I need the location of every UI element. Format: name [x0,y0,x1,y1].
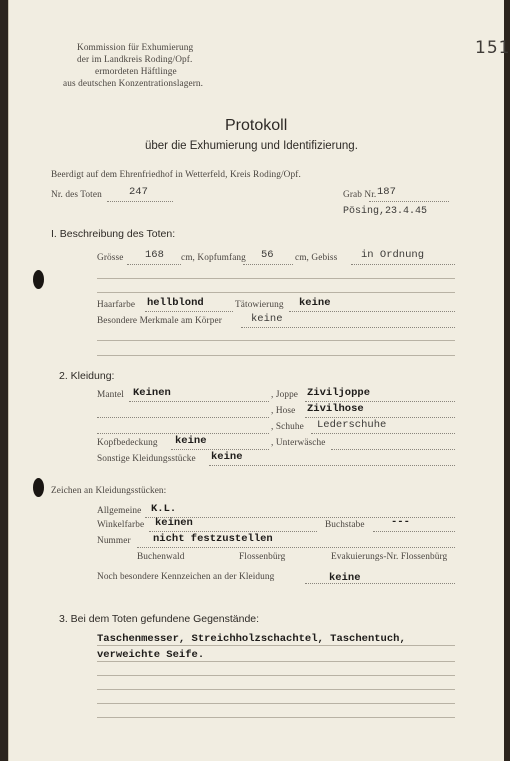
further-marks-value: keine [329,572,361,584]
number-label: Nummer [97,536,131,546]
section-2-heading: 2. Kleidung: [59,370,115,382]
coat-label: Mantel [97,390,124,400]
headwear-value: keine [175,435,207,447]
document-page [8,0,510,761]
jacket-value: Ziviljoppe [307,387,371,399]
size-unit-label: cm, Kopfumfang [181,253,246,263]
punch-hole [33,478,44,497]
shoes-label: , Schuhe [271,422,304,432]
headwear-label: Kopfbedeckung [97,438,158,448]
commission-line-2: der im Landkreis Roding/Opf. [77,55,193,65]
grave-number-label: Grab Nr. [343,190,377,200]
commission-line-3: ermordeten Häftlinge [95,67,177,77]
head-circumference-value: 56 [261,249,274,261]
grave-number-value: 187 [377,186,396,198]
commission-line-4: aus deutschen Konzentrationslagern. [63,79,204,89]
other-clothing-label: Sonstige Kleidungsstücke [97,454,196,464]
dead-number-label: Nr. des Toten [51,190,102,200]
camp-flossenbuerg-label: Flossenbürg [239,552,286,562]
other-clothing-value: keine [211,451,243,463]
camp-buchenwald-label: Buchenwald [137,552,185,562]
teeth-value: in Ordnung [361,249,425,261]
section-3-heading: 3. Bei dem Toten gefundene Gegenstände: [59,613,260,625]
teeth-label: cm, Gebiss [295,253,338,263]
body-marks-value: keine [251,313,283,325]
section-1-heading: I. Beschreibung des Toten: [51,228,176,240]
marks-heading: Zeichen an Kleidungsstücken: [51,486,167,496]
general-marks-label: Allgemeine [97,506,142,516]
general-marks-value: K.L. [151,503,177,515]
underwear-label: , Unterwäsche [271,438,326,448]
body-marks-label: Besondere Merkmale am Körper [97,316,222,326]
page-number: 151 [475,38,510,58]
jacket-label: , Joppe [271,390,299,400]
size-value: 168 [145,249,164,261]
found-items-line-1: Taschenmesser, Streichholzschachtel, Taschentuch, [97,633,406,645]
coat-value: Keinen [133,387,171,399]
dead-number-value: 247 [129,186,148,198]
hair-value: hellblond [147,297,204,309]
triangle-color-label: Winkelfarbe [97,520,145,530]
hair-label: Haarfarbe [97,300,136,310]
triangle-color-value: keinen [155,517,193,529]
letter-label: Buchstabe [325,520,365,530]
grave-place-date: Pösing,23.4.45 [343,206,428,217]
number-value: nicht festzustellen [153,533,273,545]
tattoo-value: keine [299,297,331,309]
page-title: Protokoll [225,117,288,134]
further-marks-label: Noch besondere Kennzeichen an der Kleidung [97,572,275,582]
trousers-value: Zivilhose [307,403,364,415]
commission-line-1: Kommission für Exhumierung [77,43,194,53]
size-label: Grösse [97,253,124,263]
page-subtitle: über die Exhumierung und Identifizierung. [145,140,358,152]
burial-text: Beerdigt auf dem Ehrenfriedhof in Wetterfeld, Kreis Roding/Opf. [51,170,301,180]
found-items-line-2: verweichte Seife. [97,649,205,661]
punch-hole [33,270,44,289]
tattoo-label: Tätowierung [235,300,284,310]
trousers-label: , Hose [271,406,296,416]
shoes-value: Lederschuhe [317,419,387,431]
letter-value: --- [391,516,410,528]
evacuation-number-label: Evakuierungs-Nr. Flossenbürg [331,552,448,562]
